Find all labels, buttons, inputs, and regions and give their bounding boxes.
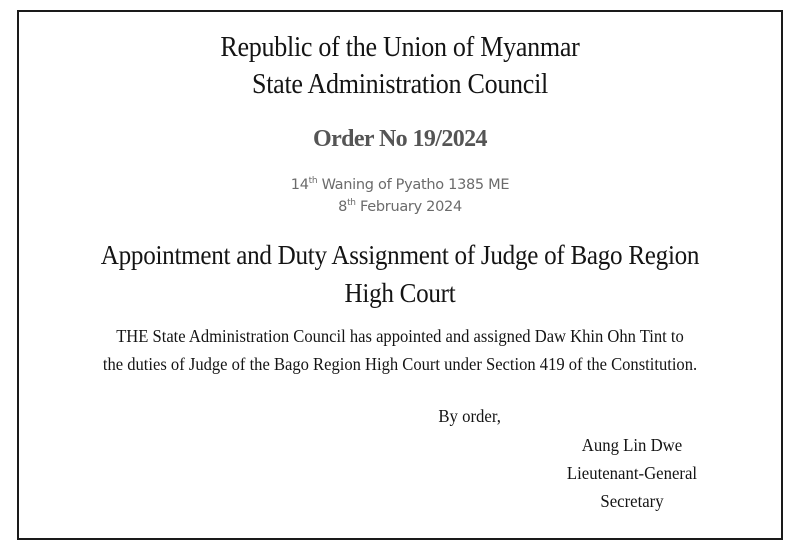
signatory-name: Aung Lin Dwe bbox=[581, 435, 683, 455]
lunar-day-suffix: th bbox=[308, 176, 318, 187]
body-line-1: THE State Administration Council has appointed and assigned Daw Khin Ohn Tint to bbox=[116, 326, 684, 346]
title-line-2: High Court bbox=[344, 278, 456, 308]
lunar-date bbox=[0, 174, 800, 196]
gregorian-day: 8 bbox=[338, 199, 348, 215]
title-line-1: Appointment and Duty Assignment of Judge of Bago Region bbox=[100, 240, 700, 270]
by-order: By order, bbox=[438, 406, 501, 426]
gregorian-date bbox=[0, 196, 800, 218]
header-line-1: Republic of the Union of Myanmar bbox=[220, 32, 580, 63]
header-line-2: State Administration Council bbox=[252, 69, 548, 100]
gregorian-date-rest: February 2024 bbox=[355, 199, 462, 215]
body-line-2: the duties of Judge of the Bago Region High Court under Section 419 of the Constitution. bbox=[102, 354, 698, 374]
order-number: Order No 19/2024 bbox=[313, 126, 487, 152]
lunar-date-rest: Waning of Pyatho 1385 ME bbox=[317, 177, 510, 193]
lunar-day: 14 bbox=[290, 177, 309, 193]
signatory-position: Secretary bbox=[600, 491, 664, 511]
gregorian-day-suffix: th bbox=[347, 198, 356, 209]
signatory-rank: Lieutenant-General bbox=[566, 463, 698, 483]
